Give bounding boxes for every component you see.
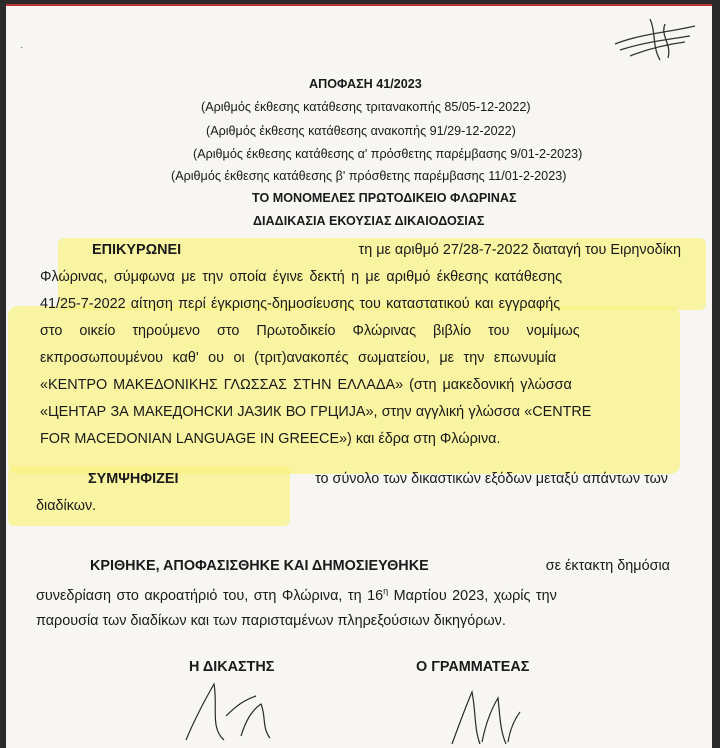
offsets-line-2: διαδίκων. [36,498,97,514]
closing-line-2-a: συνεδρίαση στο ακροατήριό του, στη Φλώρινα, τη 16 [36,587,384,604]
ruling-line-1 [92,242,681,258]
closing-line-2-sup: η [383,586,389,596]
ruling-line-7: «ЦЕНТАР ЗА МАКЕДОНСКИ ЈАЗИК ВО ГРЦИЈА», στην αγγλική γλώσσα «CENTRE [40,404,592,420]
court-name: ΤΟ ΜΟΝΟΜΕΛΕΣ ΠΡΩΤΟΔΙΚΕΙΟ ΦΛΩΡΙΝΑΣ [252,191,517,205]
ruling-line-2: Φλώρινας, σύμφωνα με την οποία έγινε δεκτή η με αριθμό έκθεσης κατάθεσης [40,269,563,285]
offsets-line-1-text: το σύνολο των δικαστικών εξόδων μεταξύ απάντων των [315,471,668,487]
closing-keyword: ΚΡΙΘΗΚΕ, ΑΠΟΦΑΣΙΣΘΗΚΕ ΚΑΙ ΔΗΜΟΣΙΕΥΘΗΚΕ [90,558,429,574]
ref-line-2: (Αριθμός έκθεσης κατάθεσης ανακοπής 91/29-12-2022) [206,124,516,138]
ruling-line-5: εκπροσωπουμένου καθ' ου οι (τριτ)ανακοπές σωματείου, με την επωνυμία [40,350,557,366]
ref-line-1: (Αριθμός έκθεσης κατάθεσης τριτανακοπής 85/05-12-2022) [201,100,531,114]
decision-title: ΑΠΟΦΑΣΗ 41/2023 [309,77,422,91]
ruling-line-3: 41/25-7-2022 αίτηση περί έγκρισης-δημοσίευσης του καταστατικού και εγγραφής [40,296,561,312]
judge-signature-icon [166,676,296,746]
clerk-label: Ο ΓΡΑΜΜΑΤΕΑΣ [416,659,530,675]
document-page [6,4,712,748]
ruling-line-1-text: τη με αριθμό 27/28-7-2022 διαταγή του Ειρηνοδίκη [358,242,681,258]
ref-line-4: (Αριθμός έκθεσης κατάθεσης β' πρόσθετης παρέμβασης 11/01-2-2023) [171,169,567,183]
procedure-name: ΔΙΑΔΙΚΑΣΙΑ ΕΚΟΥΣΙΑΣ ΔΙΚΑΙΟΔΟΣΙΑΣ [253,214,485,228]
ruling-line-8: FOR MACEDONIAN LANGUAGE IN GREECE») και έδρα στη Φλώρινα. [40,431,501,447]
ref-line-3: (Αριθμός έκθεσης κατάθεσης α' πρόσθετης παρέμβασης 9/01-2-2023) [193,147,583,161]
offsets-line-1 [88,471,668,487]
confirms-keyword: ΕΠΙΚΥΡΩΝΕΙ [92,242,182,258]
closing-line-1-text: σε έκτακτη δημόσια [545,558,670,574]
closing-line-2 [36,586,557,604]
closing-line-2-b: Μαρτίου 2023, χωρίς την [388,587,557,604]
ruling-line-4: στο οικείο τηρούμενο στο Πρωτοδικείο Φλώρινας βιβλίο του νομίμως [40,323,580,339]
closing-line-1 [90,558,670,574]
corner-signature-icon [610,14,700,64]
clerk-signature-icon [446,682,526,748]
corner-mark: · [20,42,24,53]
judge-label: Η ΔΙΚΑΣΤΗΣ [189,659,275,675]
closing-line-3: παρουσία των διαδίκων και των παρισταμένων πληρεξούσιων δικηγόρων. [36,613,506,629]
ruling-line-6: «ΚΕΝΤΡΟ ΜΑΚΕΔΟΝΙΚΗΣ ΓΛΩΣΣΑΣ ΣΤΗΝ ΕΛΛΑΔΑ» (στη μακεδονική γλώσσα [40,377,572,393]
offsets-keyword: ΣΥΜΨΗΦΙΖΕΙ [88,471,179,487]
